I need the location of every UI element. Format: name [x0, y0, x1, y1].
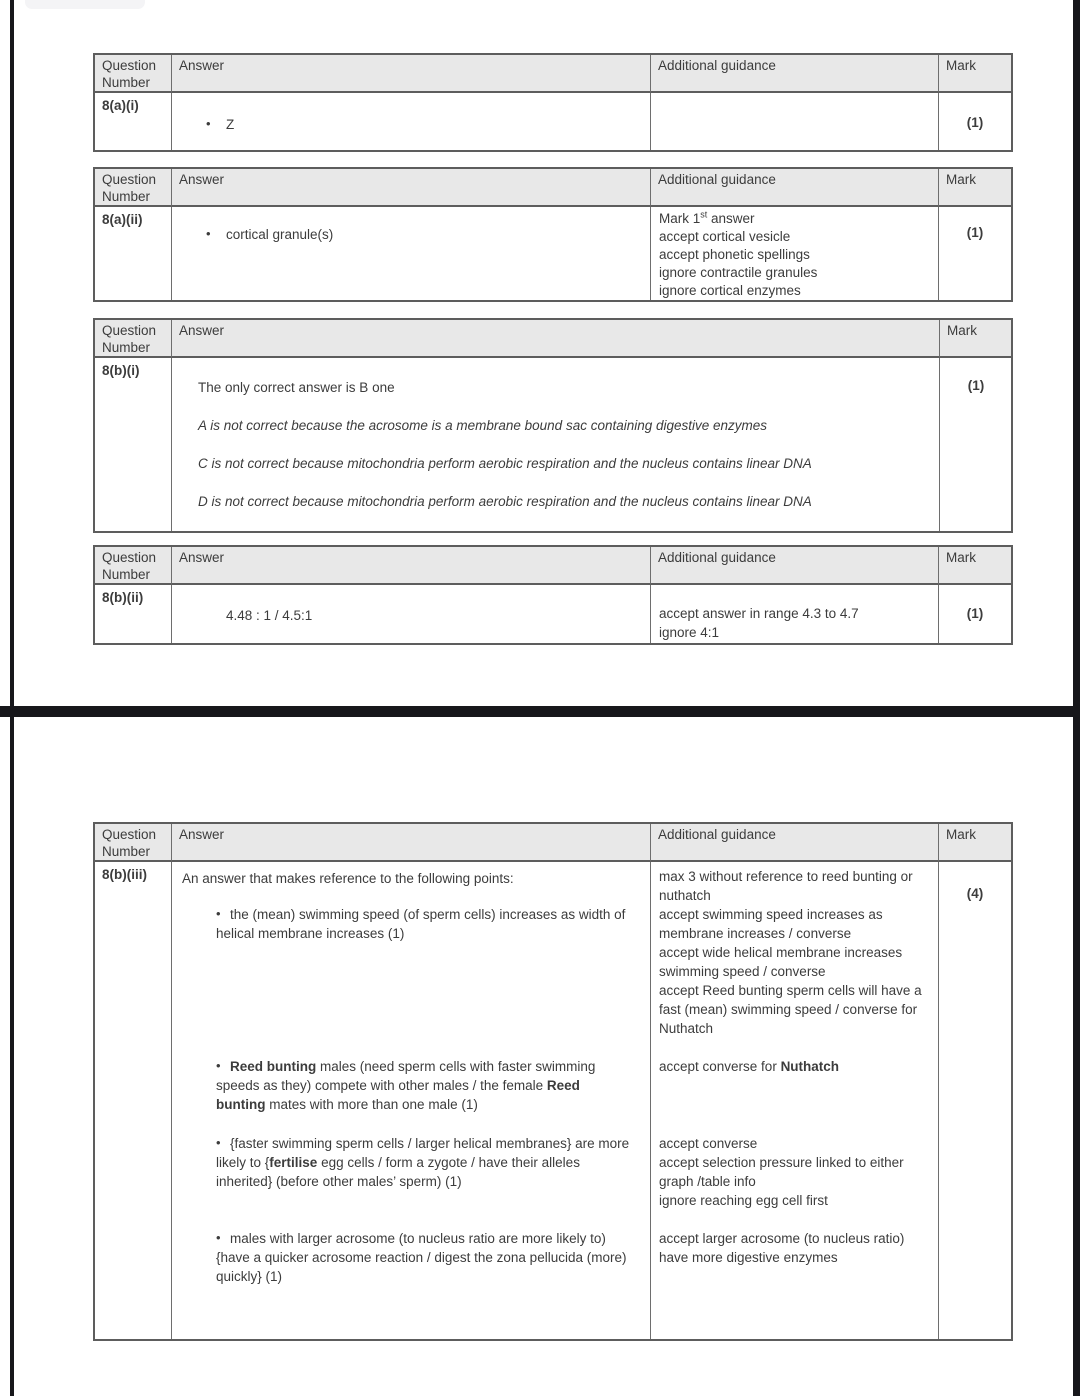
answer-explanation: A is not correct because the acrosome is a membrane bound sac containing digestive enzymes: [198, 418, 768, 433]
markscheme-table-8aii: [93, 167, 1013, 302]
bullet-marker: •: [216, 1135, 221, 1150]
mark-cell: (1): [967, 378, 985, 393]
guidance-line: ignore 4:1: [659, 625, 720, 640]
table-row: [95, 862, 1011, 1339]
answer-bullet: [216, 1229, 630, 1286]
top-ui-remnant: [25, 0, 145, 9]
header-answer: Answer: [172, 320, 940, 358]
viewer-left-edge: [10, 0, 14, 1396]
table-header-row: [95, 824, 1011, 862]
table-row: [95, 207, 1011, 300]
guidance-block: [659, 867, 933, 1038]
header-question-number: Question Number: [95, 547, 172, 585]
table-row: [95, 358, 1011, 531]
header-additional-guidance: Additional guidance: [651, 55, 939, 93]
guidance-line: max 3 without reference to reed bunting or nuthatch: [659, 869, 913, 903]
guidance-line: accept converse: [659, 1136, 758, 1151]
viewer-right-edge: [1073, 0, 1080, 1396]
header-question-number: Question Number: [95, 320, 172, 358]
mark-cell: (1): [966, 606, 984, 621]
answer-bullet: [206, 225, 586, 244]
question-number: 8(a)(ii): [95, 207, 172, 300]
guidance-line: accept answer in range 4.3 to 4.7: [659, 606, 859, 621]
answer-text: Z: [226, 117, 235, 132]
header-mark: Mark: [939, 55, 1011, 93]
guidance-cell: [651, 207, 939, 300]
header-answer: Answer: [172, 824, 651, 862]
guidance-cell: [651, 862, 939, 1339]
header-mark: Mark: [939, 824, 1011, 862]
answer-cell: [172, 93, 651, 150]
bullet-marker: •: [216, 906, 221, 921]
guidance-line: ignore reaching egg cell first: [659, 1193, 828, 1208]
question-number: 8(b)(iii): [95, 862, 172, 1339]
table-header-row: [95, 55, 1011, 93]
answer-bullet: [216, 905, 630, 943]
guidance-block: accept converse for Nuthatch: [659, 1059, 840, 1074]
table-header-row: [95, 320, 1011, 358]
guidance-line: Mark 1st answer: [659, 209, 755, 226]
bullet-marker: •: [206, 226, 211, 241]
answer-cell: [172, 207, 651, 300]
answer-bullet: [216, 1057, 630, 1114]
header-question-number: Question Number: [95, 824, 172, 862]
table-header-row: [95, 169, 1011, 207]
header-question-number: Question Number: [95, 55, 172, 93]
header-answer: Answer: [172, 55, 651, 93]
guidance-line: accept Reed bunting sperm cells will have a fast (mean) swimming speed / converse for Nuthatch: [659, 983, 922, 1036]
mark-cell: (1): [966, 225, 984, 240]
header-additional-guidance: Additional guidance: [651, 169, 939, 207]
header-answer: Answer: [172, 169, 651, 207]
answer-cell: [172, 585, 651, 643]
guidance-cell: [651, 585, 939, 643]
markscheme-table-8bi: [93, 318, 1013, 533]
table-row: [95, 585, 1011, 643]
answer-bullet: [216, 1134, 630, 1191]
header-mark: Mark: [939, 547, 1011, 585]
guidance-line: ignore cortical enzymes: [659, 283, 801, 298]
mark-cell: (1): [966, 115, 984, 130]
answer-text: Reed bunting males (need sperm cells with faster swimming speeds as they) compete with other males / the female Reed bunting mates with more than one male (1): [216, 1059, 596, 1112]
header-answer: Answer: [172, 547, 651, 585]
header-mark: Mark: [940, 320, 1012, 358]
guidance-line: accept cortical vesicle: [659, 229, 791, 244]
guidance-line: accept swimming speed increases as membrane increases / converse: [659, 907, 883, 941]
guidance-line: accept phonetic spellings: [659, 247, 810, 262]
table-row: [95, 93, 1011, 150]
mark-cell: (4): [966, 886, 984, 901]
header-additional-guidance: Additional guidance: [651, 824, 939, 862]
markscheme-table-8ai: [93, 53, 1013, 152]
answer-intro: An answer that makes reference to the following points:: [182, 871, 514, 886]
answer-text: cortical granule(s): [226, 227, 334, 242]
bullet-marker: •: [216, 1230, 221, 1245]
question-number: 8(b)(ii): [95, 585, 172, 643]
answer-bullet: [206, 115, 586, 134]
page-divider: [0, 706, 1080, 717]
guidance-line: accept wide helical membrane increases swimming speed / converse: [659, 945, 903, 979]
guidance-block: accept larger acrosome (to nucleus ratio) have more digestive enzymes: [659, 1231, 905, 1265]
header-question-number: Question Number: [95, 169, 172, 207]
bullet-marker: •: [206, 116, 211, 131]
header-mark: Mark: [939, 169, 1011, 207]
markscheme-table-8bii: [93, 545, 1013, 645]
guidance-line: ignore contractile granules: [659, 265, 818, 280]
answer-cell: [172, 862, 651, 1339]
question-number: 8(b)(i): [95, 358, 172, 531]
answer-cell: [172, 358, 940, 531]
guidance-line: accept selection pressure linked to either graph /table info: [659, 1155, 904, 1189]
answer-text: 4.48 : 1 / 4.5:1: [226, 608, 313, 623]
answer-text: males with larger acrosome (to nucleus ratio are more likely to) {have a quicker acrosome reaction / digest the zona pellucida (more) quickly} (1): [216, 1231, 627, 1284]
bullet-marker: •: [216, 1058, 221, 1073]
answer-explanation: C is not correct because mitochondria perform aerobic respiration and the nucleus contains linear DNA: [198, 456, 812, 471]
answer-text: {faster swimming sperm cells / larger helical membranes} are more likely to {fertilise egg cells / form a zygote / have their alleles inherited} (before other males’ sperm) (1): [216, 1136, 630, 1189]
answer-text: the (mean) swimming speed (of sperm cells) increases as width of helical membrane increases (1): [216, 907, 626, 941]
markscheme-table-8biii: [93, 822, 1013, 1341]
header-additional-guidance: Additional guidance: [651, 547, 939, 585]
superscript: st: [700, 209, 708, 220]
answer-statement: The only correct answer is B one: [198, 380, 395, 395]
table-header-row: [95, 547, 1011, 585]
guidance-cell: [651, 93, 939, 150]
guidance-block: [659, 1134, 933, 1210]
question-number: 8(a)(i): [95, 93, 172, 150]
answer-explanation: D is not correct because mitochondria perform aerobic respiration and the nucleus contains linear DNA: [198, 494, 812, 509]
